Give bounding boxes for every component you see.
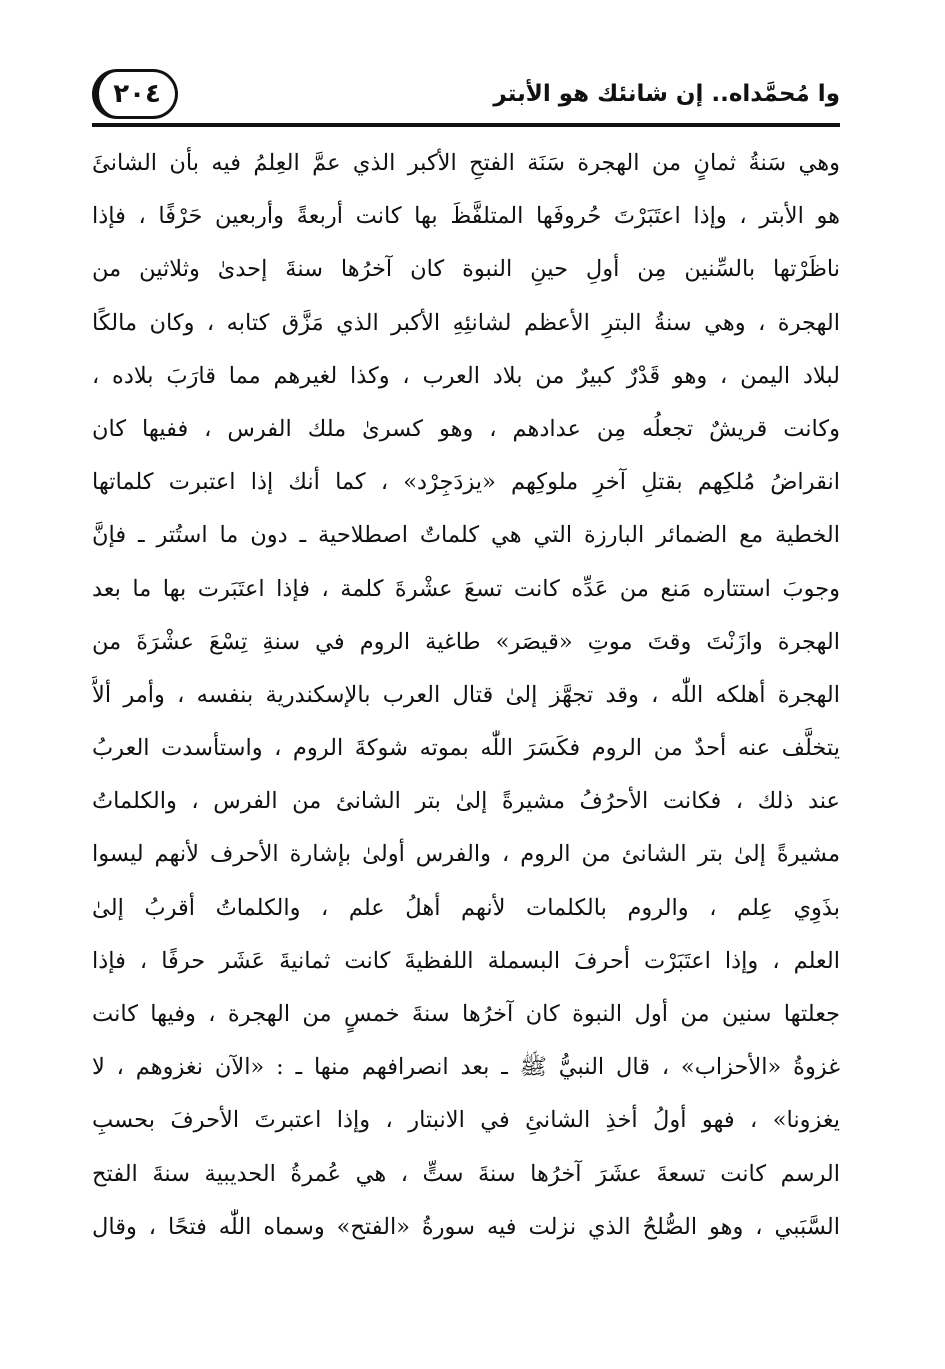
running-title: وا مُحمَّداه.. إن شانئك هو الأبتر bbox=[493, 81, 840, 107]
text-line: وجوبَ استتاره مَنع من عَدِّه كانت تسعَ عشْرةَ كلمة ، فإذا اعتَبَرت بها ما بعد bbox=[92, 575, 840, 602]
text-line: انقراضُ مُلكِهم بقتلِ آخرِ ملوكِهم «يزدَجِرْد» ، كما أنك إذا اعتبرت كلماتها bbox=[92, 469, 840, 496]
text-line: السَّبَبي ، وهو الصُّلحُ الذي نزلت فيه سورةُ «الفتح» وسماه اللّٰه فتحًا ، وقال bbox=[92, 1213, 840, 1240]
header-rule bbox=[92, 123, 840, 127]
text-line: الهجرة أهلكه اللّٰه ، وقد تجهَّز إلىٰ قتال العرب بالإسكندرية بنفسه ، وأمر ألاَّ bbox=[92, 681, 840, 708]
text-line: الرسم كانت تسعةَ عشَرَ آخرُها سنةَ ستٍّ ، هي عُمرةُ الحديبية سنةَ الفتح bbox=[92, 1160, 840, 1187]
page-number: ٢٠٤ bbox=[92, 69, 178, 119]
text-line: يغزونا» ، فهو أولُ أخذِ الشانئِ في الانبتار ، وإذا اعتبرتَ الأحرفَ بحسبِ bbox=[92, 1107, 840, 1134]
text-line: يتخلَّف عنه أحدٌ من الروم فكَسَرَ اللّٰه بموته شوكةَ الروم ، واستأسدت العربُ bbox=[92, 735, 840, 762]
text-line: العلم ، وإذا اعتَبَرْت أحرفَ البسملة اللفظيةَ كانت ثمانيةَ عَشَر حرفًا ، فإذا bbox=[92, 947, 840, 974]
text-line: عند ذلك ، فكانت الأحرُفُ مشيرةً إلىٰ بتر الشانئ من الفرس ، والكلماتُ bbox=[92, 788, 840, 815]
text-line: ناظَرْتها بالسِّنين مِن أولِ حينِ النبوة كان آخرُها سنةَ إحدىٰ وثلاثين من bbox=[92, 256, 840, 283]
text-line: الخطية مع الضمائر البارزة التي هي كلماتٌ اصطلاحية ـ دون ما استُتر ـ فإنَّ bbox=[92, 522, 840, 549]
text-line: مشيرةً إلىٰ بتر الشانئ من الروم ، والفرس أولىٰ بإشارة الأحرف لأنهم ليسوا bbox=[92, 841, 840, 868]
text-line: لبلاد اليمن ، وهو قَدْرٌ كبيرٌ من بلاد العرب ، وكذا لغيرهم مما قارَبَ بلاده ، bbox=[92, 362, 840, 389]
text-line: هو الأبتر ، وإذا اعتَبَرْتَ حُروفَها المتلفَّظَ بها كانت أربعةً وأربعين حَرْفًا ، فإذا bbox=[92, 203, 840, 230]
page-header bbox=[92, 66, 840, 122]
text-line: بذَوِي عِلم ، والروم بالكلمات لأنهم أهلُ علم ، والكلماتُ أقربُ إلىٰ bbox=[92, 894, 840, 921]
text-line: جعلتها سنين من أول النبوة كان آخرُها سنةَ خمسٍ من الهجرة ، وفيها كانت bbox=[92, 1001, 840, 1027]
text-line: وهي سَنةُ ثمانٍ من الهجرة سَنَة الفتحِ الأكبر الذي عمَّ العِلمُ فيه بأن الشانئَ bbox=[92, 150, 840, 176]
text-line: غزوةُ «الأحزاب» ، قال النبيُّ ﷺ ـ بعد انصرافهم منها ـ : «الآن نغزوهم ، لا bbox=[92, 1054, 840, 1081]
text-line: وكانت قريشٌ تجعلُه مِن عدادهم ، وهو كسرىٰ ملك الفرس ، ففيها كان bbox=[92, 415, 840, 442]
text-line: الهجرة وازَنْتَ وقتَ موتِ «قيصَر» طاغية الروم في سنةِ تِسْعَ عشْرَةَ من bbox=[92, 628, 840, 655]
body-text bbox=[92, 137, 840, 1254]
text-line: الهجرة ، وهي سنةُ البترِ الأعظم لشانئِهِ الأكبر الذي مَزَّق كتابه ، وكان مالكًا bbox=[92, 309, 840, 336]
